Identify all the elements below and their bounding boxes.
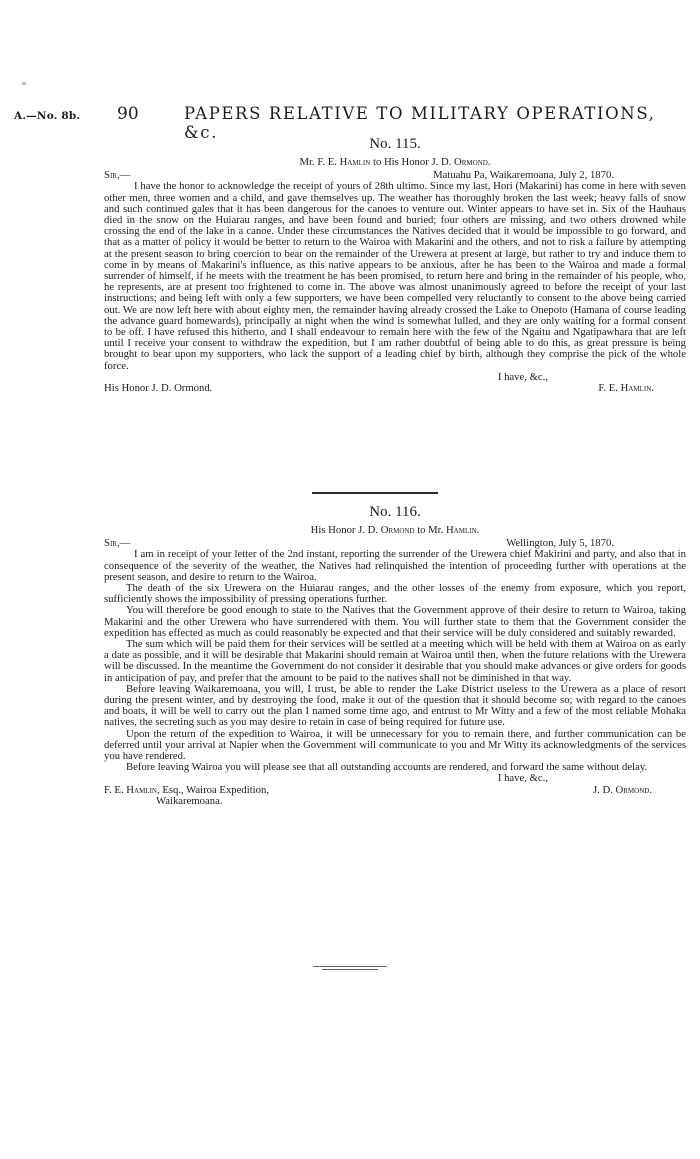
- page-header: [14, 104, 690, 142]
- page-title: PAPERS RELATIVE TO MILITARY OPERATIONS, &c.: [184, 104, 656, 142]
- heading-from-name: Ormond: [380, 524, 415, 536]
- signature-initials: F. E.: [598, 382, 621, 395]
- signature-name: Ormond.: [615, 783, 652, 796]
- letter-heading: [104, 525, 686, 536]
- heading-from-name: Hamlin: [339, 156, 371, 168]
- closing: I have, &c.,: [497, 772, 548, 785]
- heading-to-name: Hamlin: [446, 524, 477, 536]
- signature-line: [104, 785, 686, 796]
- letter-116: [104, 502, 686, 807]
- place-date: Wellington, July 5, 1870.: [506, 537, 614, 550]
- signature: [593, 785, 652, 796]
- body-paragraph: I am in receipt of your letter of the 2nd instant, reporting the surrender of the Urewera chief Makirini and party, and also that in consequence of the severity of the weather, the Natives had relinquished the intention of proceeding further with operations at the present season, and desire to return to the Wairoa.: [104, 548, 686, 583]
- body-paragraph: You will therefore be good enough to state to the Natives that the Government approve of their desire to return to Wairoa, taking Makarini and the other Urewera who have surrendered with them. You will further state to them that the Government consider the expedition has effected as much as could reasonably be expected and that their service will be duly considered and suitably rewarded.: [104, 604, 686, 639]
- salutation: Sir,—: [104, 537, 131, 550]
- signature-initials: J. D.: [592, 783, 616, 796]
- body-paragraph: The sum which will be paid them for their services will be settled at a meeting which will be held with them at Wairoa on as early a date as possible, and it will be desirable that Makarini should remain at Wairoa until then, when the future relations with the Urewera will be discussed. In the meantime the Government do not consider it desirable that you should make advances or give orders for goods in anticipation of pay, and prefer that the amount to be paid to the natives shall not be diminished in that way.: [104, 638, 686, 684]
- salutation-line: [104, 170, 686, 181]
- signature-line: [104, 383, 686, 394]
- signature: [598, 383, 654, 394]
- page-number: 90: [117, 104, 139, 124]
- body-paragraph: Before leaving Waikaremoana, you will, I trust, be able to render the Lake District useless to the Urewera as a place of resort during the present winter, and by destroying the food, make it out of the question that it should become so; with regard to the canoes and boats, it will be well to carry out the plan I named some time ago, and entrust to Mr Witty and a few of the most reliable Mohaka natives, the secreting such as you may desire to retain in case of being required for future use.: [104, 682, 686, 729]
- body-paragraph: The death of the six Urewera on the Huiarau ranges, and the other losses of the enemy from exposure, which you report, sufficiently shows the impossibility of pressing operations further.: [104, 582, 686, 606]
- place-date: Matuahu Pa, Waikaremoana, July 2, 1870.: [433, 169, 614, 182]
- heading-from: His Honor J. D.: [310, 524, 381, 536]
- heading-to-name: Ormond: [454, 156, 488, 168]
- addressee: [104, 785, 269, 796]
- letter-heading: [104, 157, 686, 168]
- letter-body: I have the honor to acknowledge the receipt of yours of 28th ultimo. Since my last, Hori (Makarini) has come in here with seven other men, three women and a child, and gave themselves up. The weather has thoroughly broken the last week; heavy falls of snow and such continued gales that it has been dangerous for the canoes to venture out. Winter appears to have set in. Six of the Hauhaus died in the snow on the Huiarau ranges, and have been found and buried; four others are missing, and two others drowned while crossing the end of the lake in a canoe. Under these circumstances the Natives decided that it would be impossible to go forward, and that as a matter of policy it would be better to return to the Wairoa with Makarini and the others, and not to risk a failure by attempting at the present season to bring coercion to bear on the remainder of the Urewera at present at large, but rather to try and induce them to come in by means of Makarini's influence, as this native appears to be anxious, after he has been to the Wairoa and made a formal surrender of himself, if he meets with the treatment he has been promised, to return here and bring in the remainder of his people, who, he represents, are at present too frightened to come in. The above was almost unanimously agreed to before the receipt of your last instructions; and being left with only a few supporters, we have been compelled very reluctantly to consent to the above being carried out. We are now left here with about eighty men, the remainder having already crossed the Lake to Onepoto (Hamana of course leading the advance guard homewards), principally at night when the wind is somewhat lulled, and they are only waiting for a formal consent to be off. I have refused this hitherto, and I shall endeavour to remain here with the few of the Ngaitu and Ngatipawhara that are left until I receive your consent to withdraw the expedition, but I am rather doubtful of being able to do this, as great pressure is being brought to bear upon my supporters, who lack the support of a leading chief by birth, although they comprise the pick of the whole force.: [104, 180, 686, 372]
- heading-to: to Mr.: [414, 524, 446, 536]
- addressee-name: F. E. Hamlin: [104, 783, 157, 796]
- letter-number: No. 115.: [369, 136, 421, 152]
- series-number: A.—No. 8b.: [14, 110, 81, 122]
- margin-mark: [22, 82, 26, 85]
- closing: I have, &c.,: [497, 370, 548, 383]
- letter-number: No. 116.: [369, 504, 421, 520]
- salutation: Sir,—: [104, 169, 131, 182]
- end-rule: [322, 969, 378, 970]
- letter-115: [104, 134, 686, 394]
- signature-name: Hamlin.: [620, 382, 654, 395]
- heading-from: Mr. F. E.: [299, 156, 340, 168]
- heading-end: .: [476, 524, 480, 536]
- heading-to: to His Honor J. D.: [370, 156, 455, 168]
- addressee: His Honor J. D. Ormond.: [104, 382, 213, 395]
- body-paragraph: Before leaving Wairoa you will please see that all outstanding accounts are rendered, and forward the same without delay.: [126, 761, 648, 774]
- section-divider: [312, 492, 438, 494]
- salutation-line: [104, 538, 686, 549]
- addressee-place: Waikaremoana.: [156, 794, 223, 807]
- addressee-title: , Esq., Wairoa Expedition,: [156, 783, 269, 796]
- heading-end: .: [487, 156, 491, 168]
- end-rule: [313, 966, 387, 967]
- body-paragraph: Upon the return of the expedition to Wairoa, it will be unnecessary for you to remain there, and further communication can be deferred until your arrival at Napier when the Government will communicate to you and Mr Witty its acknowledgments of the services you have rendered.: [104, 727, 686, 763]
